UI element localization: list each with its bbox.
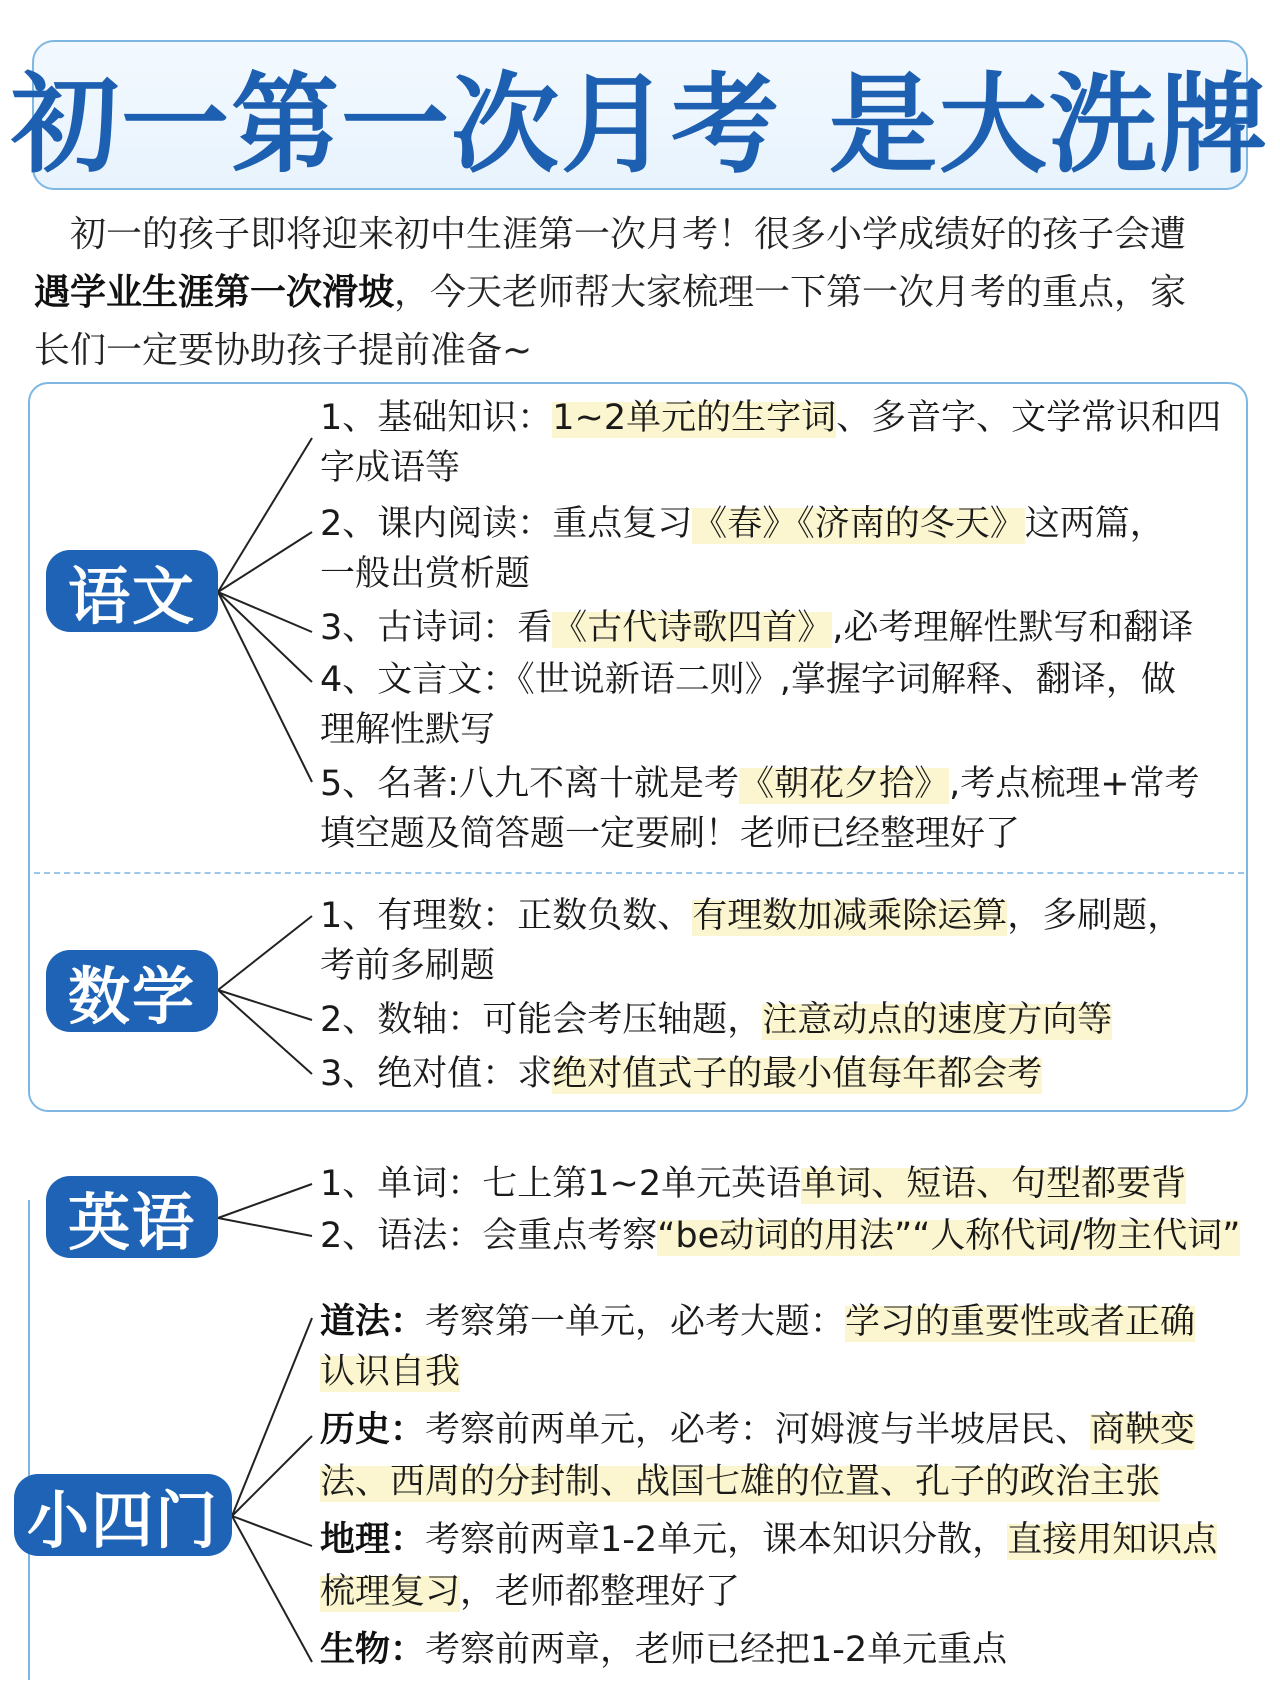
chinese-item-4: 4、文言文：《世说新语二则》,掌握字词解释、翻译，做 <box>320 660 1176 700</box>
minor-item-3: 地理：考察前两章1-2单元，课本知识分散，直接用知识点 <box>320 1520 1218 1560</box>
chinese-item-5: 5、名著:八九不离十就是考《朝花夕拾》,考点梳理+常考 <box>320 764 1200 804</box>
intro-line1: 初一的孩子即将迎来初中生涯第一次月考！很多小学成绩好的孩子会遭 <box>70 214 1187 255</box>
title-part2: 是大洗牌 <box>829 62 1270 188</box>
chinese-item-5-cont: 填空题及简答题一定要刷！老师已经整理好了 <box>320 814 1021 854</box>
chinese-item-4-cont: 理解性默写 <box>320 710 496 750</box>
intro-line2: ，今天老师帮大家梳理一下第一次月考的重点，家 <box>394 272 1187 313</box>
math-item-2: 2、数轴：可能会考压轴题，注意动点的速度方向等 <box>320 1000 1113 1040</box>
minor-item-3-cont: 梳理复习，老师都整理好了 <box>320 1572 741 1612</box>
chinese-item-2: 2、课内阅读：重点复习《春》《济南的冬天》这两篇， <box>320 504 1165 544</box>
chinese-item-1-cont: 字成语等 <box>320 448 461 488</box>
math-item-1-cont: 考前多刷题 <box>320 946 496 986</box>
minor-item-1-cont: 认识自我 <box>320 1352 461 1392</box>
minor-item-2: 历史：考察前两单元，必考：河姆渡与半坡居民、商鞅变 <box>320 1410 1196 1450</box>
minor-item-1: 道法：考察第一单元，必考大题：学习的重要性或者正确 <box>320 1302 1196 1342</box>
chinese-item-2-cont: 一般出赏析题 <box>320 554 531 594</box>
badge-minor: 小四门 <box>14 1474 232 1556</box>
intro-bold-phrase: 遇学业生涯第一次滑坡 <box>34 272 395 313</box>
english-item-2: 2、语法：会重点考察“be动词的用法”“人称代词/物主代词” <box>320 1216 1241 1256</box>
title-part1: 初一第一次月考 <box>10 62 781 188</box>
minor-item-4: 生物：考察前两章，老师已经把1-2单元重点 <box>320 1630 1008 1670</box>
badge-chinese: 语文 <box>46 550 218 632</box>
math-item-1: 1、有理数：正数负数、有理数加减乘除运算，多刷题， <box>320 896 1183 936</box>
chinese-item-3: 3、古诗词：看《古代诗歌四首》,必考理解性默写和翻译 <box>320 608 1194 648</box>
english-item-1: 1、单词：七上第1~2单元英语单词、短语、句型都要背 <box>320 1164 1187 1204</box>
chinese-item-1: 1、基础知识：1~2单元的生字词、多音字、文学常识和四 <box>320 398 1222 438</box>
minor-item-2-cont: 法、西周的分封制、战国七雄的位置、孔子的政治主张 <box>320 1462 1161 1502</box>
badge-math: 数学 <box>46 950 218 1032</box>
math-item-3: 3、绝对值：求绝对值式子的最小值每年都会考 <box>320 1054 1043 1094</box>
badge-english: 英语 <box>46 1176 218 1258</box>
intro-line3: 长们一定要协助孩子提前准备~ <box>34 330 533 371</box>
